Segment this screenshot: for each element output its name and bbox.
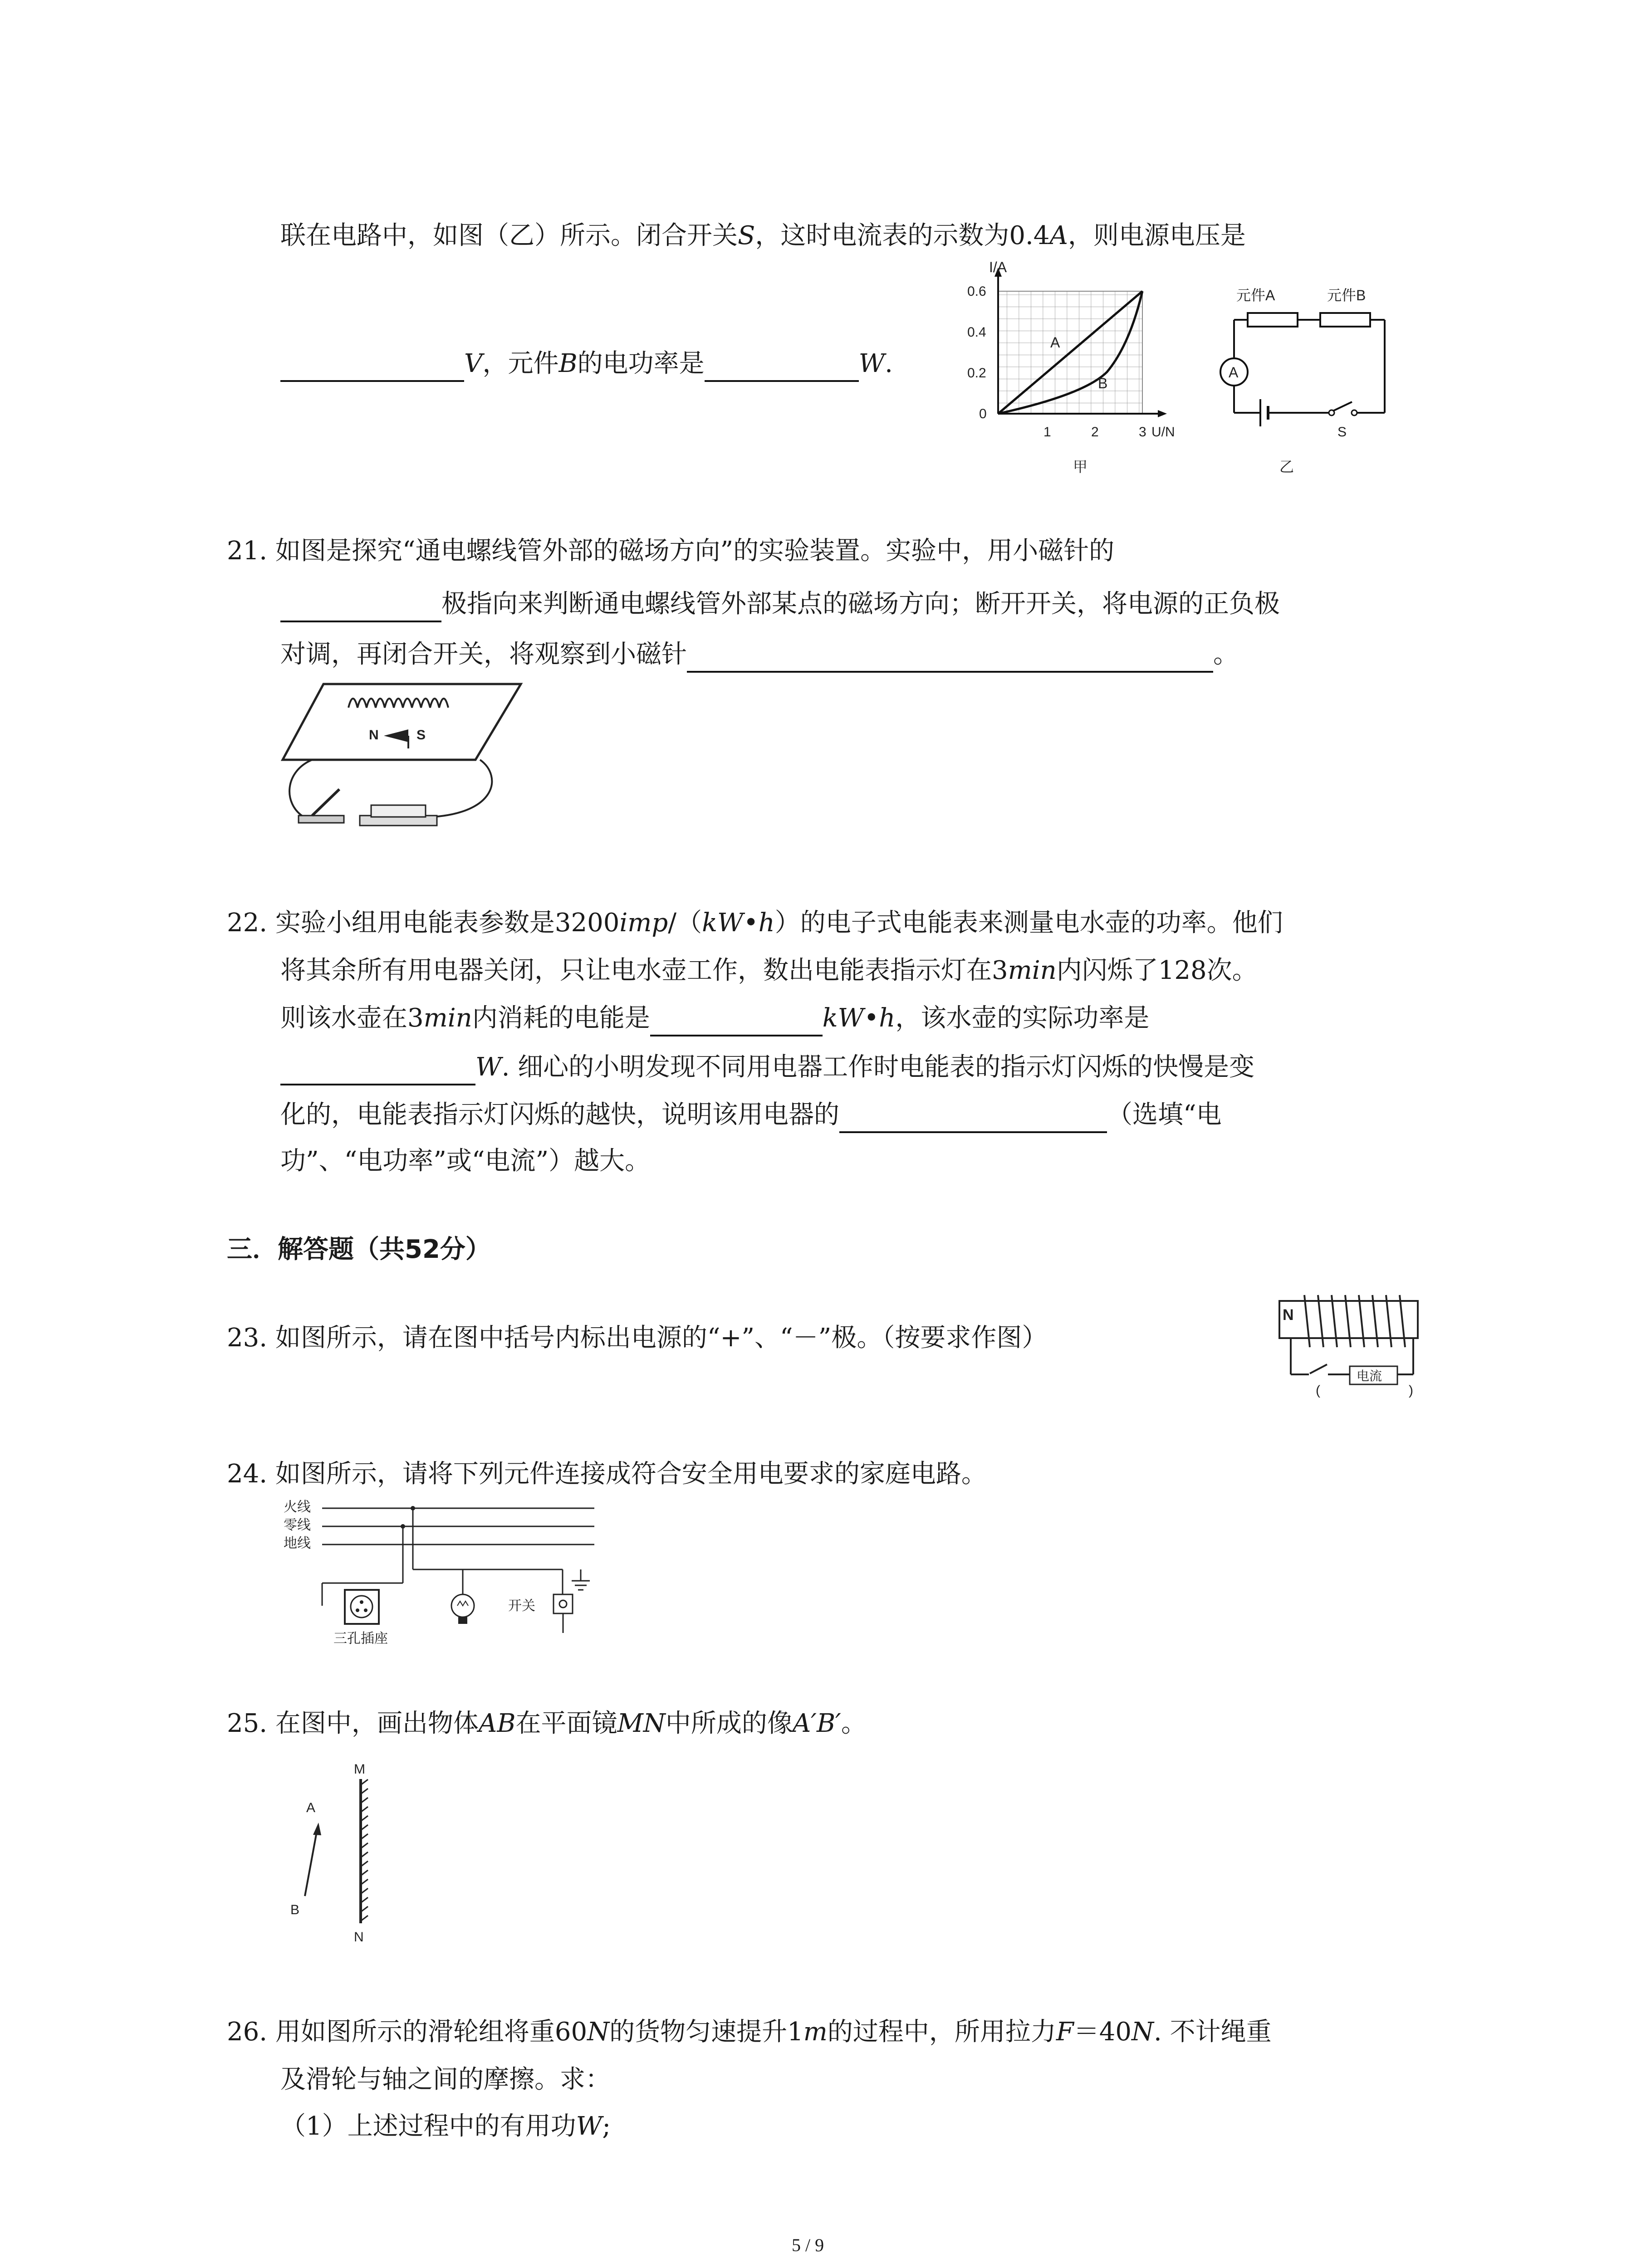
board: [283, 684, 521, 760]
solenoid-figure: [1277, 1288, 1427, 1399]
element-b-label: 元件B: [1327, 287, 1366, 303]
answer-blank[interactable]: [705, 352, 859, 382]
svg-text:A: A: [1229, 364, 1239, 381]
circuit-caption: 乙: [1279, 459, 1294, 475]
q23-text: 23. 如图所示，请在图中括号内标出电源的“+”、“－”极。（按要求作图）: [227, 1323, 1048, 1353]
q21-line3: 对调，再闭合开关，将观察到小磁针 。: [280, 636, 1239, 673]
switch: [1333, 402, 1352, 411]
q22-line1: 22. 实验小组用电能表参数是3200imp/（kW•h）的电子式电能表来测量电水壶的功率。他们: [227, 908, 1283, 938]
q26-line3: （1）上述过程中的有用功W;: [280, 2112, 611, 2141]
q22-line3: 则该水壶在3min内消耗的电能是 kW•h，该水壶的实际功率是: [280, 1000, 1149, 1036]
left-paren: (: [1316, 1383, 1320, 1398]
neutral-wire-label: 零线: [284, 1518, 311, 1533]
graph-caption: 甲: [1073, 459, 1088, 475]
x-label: U/N: [1151, 425, 1175, 440]
q22-line5: 化的，电能表指示灯闪烁的越快，说明该用电器的 （选填“电: [280, 1097, 1222, 1133]
q22-line2: 将其余所有用电器关闭，只让电水壶工作，数出电能表指示灯在3min内闪烁了128次。: [280, 956, 1258, 985]
switch: [299, 816, 344, 823]
answer-blank[interactable]: [839, 1103, 1107, 1133]
q26-line1: 26. 用如图所示的滑轮组将重60N的货物匀速提升1m的过程中，所用拉力F＝40N. 不计绳重: [227, 2017, 1272, 2047]
q20-line1: 联在电路中，如图（乙）所示。闭合开关S，这时电流表的示数为0.4A，则电源电压是: [280, 221, 1246, 250]
q20-line2: V，元件B的电功率是 W.: [280, 346, 893, 382]
mirror-n-label: N: [354, 1930, 364, 1945]
answer-blank[interactable]: [280, 352, 464, 382]
solenoid-apparatus: [280, 680, 534, 835]
q22-line4: W. 细心的小明发现不同用电器工作时电能表的指示灯闪烁的快慢是变: [280, 1049, 1254, 1085]
q26-line2: 及滑轮与轴之间的摩擦。求：: [280, 2065, 611, 2094]
circuit-yi: [1216, 272, 1402, 485]
answer-blank[interactable]: [280, 592, 441, 622]
answer-blank[interactable]: [280, 1056, 475, 1085]
y-tick: 0: [979, 406, 987, 421]
needle-s: S: [416, 728, 426, 743]
plane-mirror-figure: [281, 1760, 386, 1955]
household-circuit: [281, 1497, 617, 1669]
wall-switch: [554, 1594, 573, 1613]
curve-b-label: B: [1098, 375, 1108, 391]
q25-text: 25. 在图中，画出物体AB在平面镜MN中所成的像A′B′。: [227, 1709, 867, 1738]
q21-line1: 21. 如图是探究“通电螺线管外部的磁场方向”的实验装置。实验中，用小磁针的: [227, 536, 1115, 566]
q22-line6: 功”、“电功率”或“电流”）越大。: [280, 1146, 651, 1176]
three-hole-socket: [345, 1590, 379, 1624]
element-a-label: 元件A: [1236, 287, 1275, 303]
y-tick: 0.4: [967, 325, 986, 340]
ground-wire-label: 地线: [284, 1536, 311, 1551]
q24-text: 24. 如图所示，请将下列元件连接成符合安全用电要求的家庭电路。: [227, 1459, 987, 1489]
element-a: [1248, 313, 1298, 327]
switch-label: 开关: [508, 1598, 535, 1613]
x-tick: 3: [1139, 425, 1146, 440]
right-paren: ): [1409, 1383, 1413, 1398]
point-a-label: A: [306, 1800, 316, 1815]
needle-n: N: [369, 728, 379, 743]
object-ab: [305, 1827, 318, 1896]
curve-a-label: A: [1050, 334, 1060, 351]
element-b: [1320, 313, 1370, 327]
section-heading: 三．解答题（共52分）: [227, 1235, 491, 1264]
answer-blank[interactable]: [687, 643, 1213, 673]
x-tick: 2: [1091, 425, 1099, 440]
socket-label: 三孔插座: [333, 1631, 388, 1646]
iu-graph: [935, 259, 1207, 485]
svg-text:电流: 电流: [1357, 1369, 1382, 1383]
live-wire-label: 火线: [284, 1500, 311, 1515]
q21-line2: 极指向来判断通电螺线管外部某点的磁场方向；断开开关，将电源的正负极: [280, 586, 1280, 622]
pole-n-label: N: [1283, 1306, 1294, 1324]
x-tick: 1: [1043, 425, 1051, 440]
switch: [1310, 1364, 1327, 1374]
y-tick: 0.2: [967, 366, 986, 381]
y-tick: 0.6: [967, 284, 986, 299]
svg-text:S: S: [1337, 425, 1347, 440]
mirror-m-label: M: [354, 1762, 365, 1777]
y-label: I/A: [989, 259, 1007, 275]
point-b-label: B: [290, 1902, 300, 1917]
page-number: 5 / 9: [792, 2235, 824, 2255]
answer-blank[interactable]: [650, 1007, 823, 1036]
